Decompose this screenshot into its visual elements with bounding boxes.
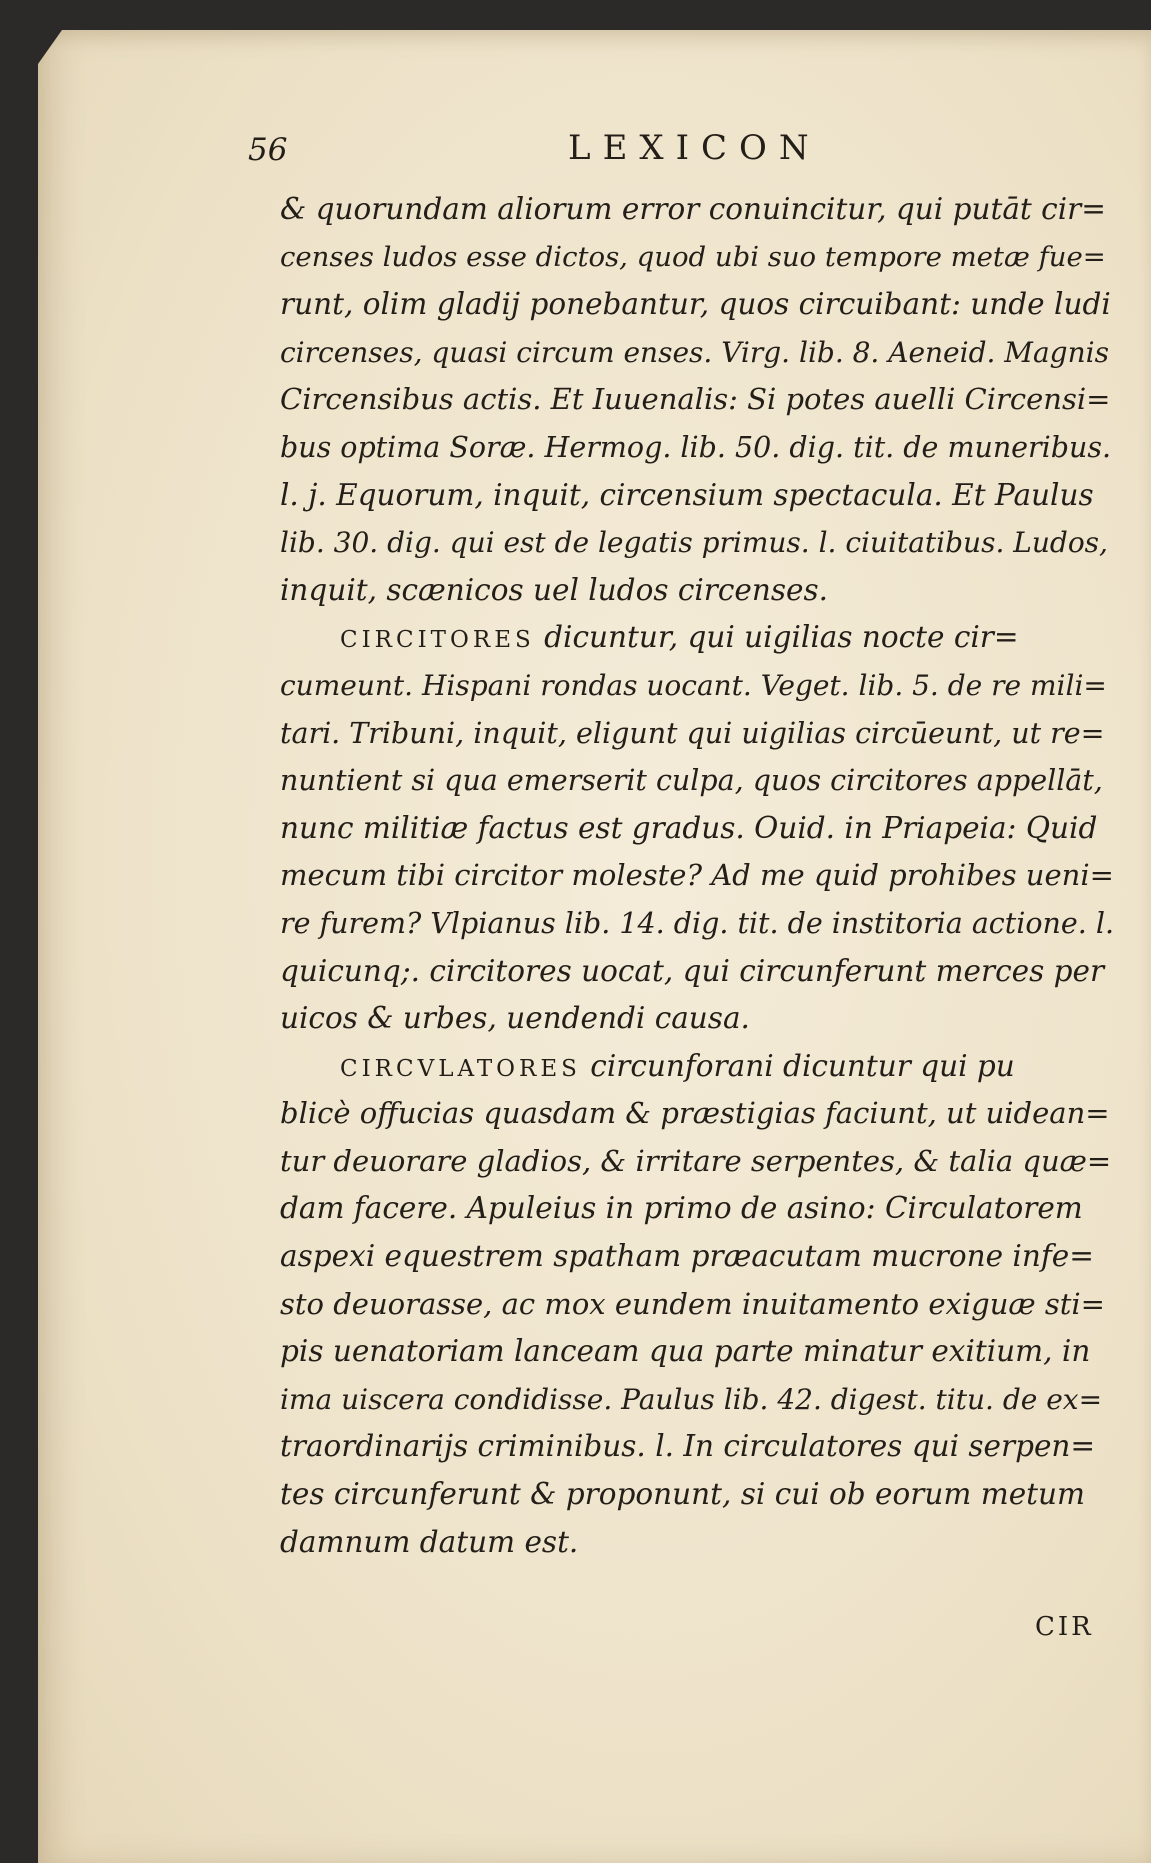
text-line: inquit, scænicos uel ludos circenses. — [280, 572, 828, 607]
text-line: traordinarijs criminibus. l. In circulatores qui serpen= — [280, 1429, 1096, 1464]
entry-headword: CIRCVLATORES — [340, 1055, 581, 1082]
entry-line — [280, 1043, 1115, 1091]
page-header — [248, 128, 868, 174]
text-line: nuntient si qua emerserit culpa, quos circitores appellāt, — [280, 764, 1103, 798]
text-line: Circensibus actis. Et Iuuenalis: Si potes auelli Circensi= — [280, 382, 1111, 417]
entry-text: dicuntur, qui uigilias nocte cir= — [544, 620, 1019, 655]
entry-headword: CIRCITORES — [340, 627, 535, 654]
text-line: cumeunt. Hispani rondas uocant. Veget. lib. 5. de re mili= — [280, 668, 1107, 702]
text-line: tes circunferunt & proponunt, si cui ob eorum metum — [280, 1477, 1085, 1512]
text-line: & quorundam aliorum error conuincitur, qui putāt cir= — [280, 192, 1106, 226]
text-line: sto deuorasse, ac mox eundem inuitamento exiguæ sti= — [280, 1286, 1105, 1321]
text-line: uicos & urbes, uendendi causa. — [280, 1001, 750, 1036]
text-line: tari. Tribuni, inquit, eligunt qui uigilias circūeunt, ut re= — [280, 716, 1105, 750]
text-line: re furem? Vlpianus lib. 14. dig. tit. de institoria actione. l. — [280, 906, 1115, 940]
page-corner — [38, 30, 62, 64]
running-head: LEXICON — [568, 128, 821, 168]
text-line: pis uenatoriam lanceam qua parte minatur exitium, in — [280, 1334, 1091, 1369]
text-line: aspexi equestrem spatham præacutam mucrone infe= — [280, 1239, 1094, 1274]
text-line: blicè offucias quasdam & præstigias faciunt, ut uidean= — [280, 1096, 1110, 1131]
text-line: l. j. Equorum, inquit, circensium spectacula. Et Paulus — [280, 477, 1094, 512]
text-line: lib. 30. dig. qui est de legatis primus. l. ciuitatibus. Ludos, — [280, 526, 1108, 560]
text-line: circenses, quasi circum enses. Virg. lib. 8. Aeneid. Magnis — [280, 335, 1109, 369]
text-line: damnum datum est. — [280, 1524, 579, 1559]
page-number: 56 — [248, 132, 288, 168]
catchword: CIR — [1035, 1612, 1094, 1642]
text-line: bus optima Soræ. Hermog. lib. 50. dig. tit. de muneribus. — [280, 430, 1112, 464]
text-line: runt, olim gladij ponebantur, quos circuibant: unde ludi — [280, 287, 1111, 322]
text-line: mecum tibi circitor moleste? Ad me quid prohibes ueni= — [280, 858, 1114, 893]
text-line: nunc militiæ factus est gradus. Ouid. in Priapeia: Quid — [280, 810, 1098, 845]
body-text — [280, 186, 1115, 1566]
text-line: quicunq;. circitores uocat, qui circunferunt merces per — [280, 953, 1105, 988]
text-line: ima uiscera condidisse. Paulus lib. 42. digest. titu. de ex= — [280, 1382, 1103, 1416]
text-line: dam facere. Apuleius in primo de asino: Circulatorem — [280, 1191, 1083, 1226]
text-line: tur deuorare gladios, & irritare serpentes, & talia quæ= — [280, 1143, 1112, 1178]
entry-line — [280, 614, 1115, 662]
entry-text: circunforani dicuntur qui pu — [590, 1048, 1015, 1083]
text-line: censes ludos esse dictos, quod ubi suo tempore metæ fue= — [280, 240, 1106, 273]
